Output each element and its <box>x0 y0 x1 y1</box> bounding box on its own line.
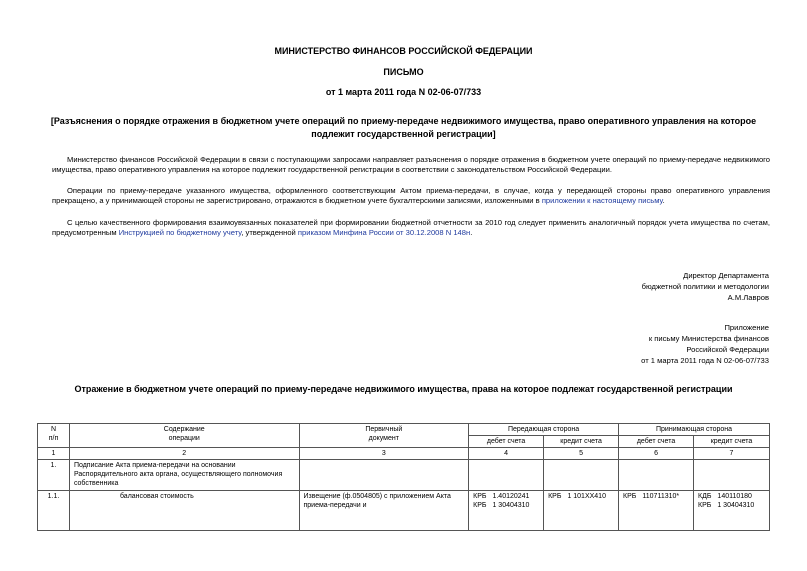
doc-date-number: от 1 марта 2011 года N 02-06-07/733 <box>325 87 482 97</box>
header-receiver-credit: кредит счета <box>694 436 770 448</box>
row-1-receiver-debit <box>619 460 694 490</box>
appendix-ref-1: к письму Министерства финансов <box>648 334 769 343</box>
instruction-link[interactable]: Инструкцией по бюджетному учету <box>118 228 242 238</box>
paragraph-3-text-2: , утвержденной <box>241 228 298 238</box>
col-num-3: 3 <box>299 448 469 460</box>
row-2-doc: Извещение (ф.0504805) с приложением Акта приема-передачи и <box>299 490 469 530</box>
order-link[interactable]: приказом Минфина России от 30.12.2008 N 148н <box>297 228 471 238</box>
table-row <box>38 490 770 530</box>
table-header-row <box>38 424 770 436</box>
row-1-content: Подписание Акта приема-передачи на основании Распорядительного акта органа, осуществляющего полномочия собственника <box>69 460 299 490</box>
row-2-sender-debit: КРБ 1.40120241 КРБ 1 30404310 <box>469 490 544 530</box>
col-num-2: 2 <box>69 448 299 460</box>
row-1-sender-credit <box>544 460 619 490</box>
row-2-n: 1.1. <box>38 490 70 530</box>
ministry-heading: МИНИСТЕРСТВО ФИНАНСОВ РОССИЙСКОЙ ФЕДЕРАЦИИ <box>274 46 533 56</box>
signature-position: Директор Департамента <box>683 271 769 280</box>
col-num-4: 4 <box>469 448 544 460</box>
appendix-ref-2: Российской Федерации <box>686 345 769 354</box>
appendix-ref-3: от 1 марта 2011 года N 02-06-07/733 <box>641 356 769 365</box>
header-sender-debit: дебет счета <box>469 436 544 448</box>
row-2-receiver-credit: КДБ 140110180 КРБ 1 30404310 <box>694 490 770 530</box>
table-column-numbers <box>38 448 770 460</box>
row-1-n: 1. <box>38 460 70 490</box>
row-1-sender-debit <box>469 460 544 490</box>
paragraph-2-end: . <box>662 196 665 206</box>
doc-subject: [Разъяснения о порядке отражения в бюджетном учете операций по приему-передаче недвижимого имущества, право оперативного управления на которое подлежит государственной регистрации] <box>50 116 757 139</box>
signature-block <box>642 270 769 303</box>
col-num-6: 6 <box>619 448 694 460</box>
row-1-receiver-credit <box>694 460 770 490</box>
signature-name: А.М.Лавров <box>727 293 769 302</box>
paragraph-3-text-1: С целью качественного формирования взаимоувязанных показателей при формировании бюджетной отчетности за 2010 год следует применить аналогичный порядок учета имущества по счетам, предусмотренным <box>52 218 770 238</box>
header-receiver: Принимающая сторона <box>619 424 770 436</box>
signature-department: бюджетной политики и методологии <box>641 282 769 291</box>
header-document: Первичный документ <box>299 424 469 448</box>
header-sender-credit: кредит счета <box>544 436 619 448</box>
paragraph-3-end: . <box>470 228 473 238</box>
paragraph-2-text: Операции по приему-передаче указанного имущества, оформленного соответствующим Актом приема-передачи, в случае, когда у передающей стороны право оперативного управления прекращено, а у принимающей стороны не зарегистрировано, отражаются в бюджетном учете бухгалтерскими записями, изложенными в <box>52 186 770 206</box>
operations-table <box>37 423 770 531</box>
table-title: Отражение в бюджетном учете операций по приему-передаче недвижимого имущества, права на которое подлежат государственной регистрации <box>74 384 733 394</box>
row-2-receiver-debit: КРБ 110711310* <box>619 490 694 530</box>
col-num-7: 7 <box>694 448 770 460</box>
paragraph-2 <box>52 186 770 207</box>
col-num-1: 1 <box>38 448 70 460</box>
paragraph-3 <box>52 218 770 239</box>
header-content: Содержание операции <box>69 424 299 448</box>
table-row <box>38 460 770 490</box>
header-sender: Передающая сторона <box>469 424 619 436</box>
row-1-doc <box>299 460 469 490</box>
paragraph-1: Министерство финансов Российской Федерации в связи с поступающими запросами направляет разъяснения о порядке отражения в бюджетном учете операций по приему-передаче недвижимого имущества, право оперативного управления на которое подлежит государственной регистрации в соответствии с законодательством Российской Федерации. <box>52 155 770 175</box>
appendix-label: Приложение <box>724 323 769 332</box>
header-n: N п/п <box>38 424 70 448</box>
header-receiver-debit: дебет счета <box>619 436 694 448</box>
appendix-block <box>641 322 769 366</box>
col-num-5: 5 <box>544 448 619 460</box>
row-2-sender-credit: КРБ 1 101XX410 <box>544 490 619 530</box>
row-2-content: балансовая стоимость <box>69 490 299 530</box>
appendix-link[interactable]: приложении к настоящему письму <box>541 196 663 206</box>
doc-type-heading: ПИСЬМО <box>383 67 424 77</box>
